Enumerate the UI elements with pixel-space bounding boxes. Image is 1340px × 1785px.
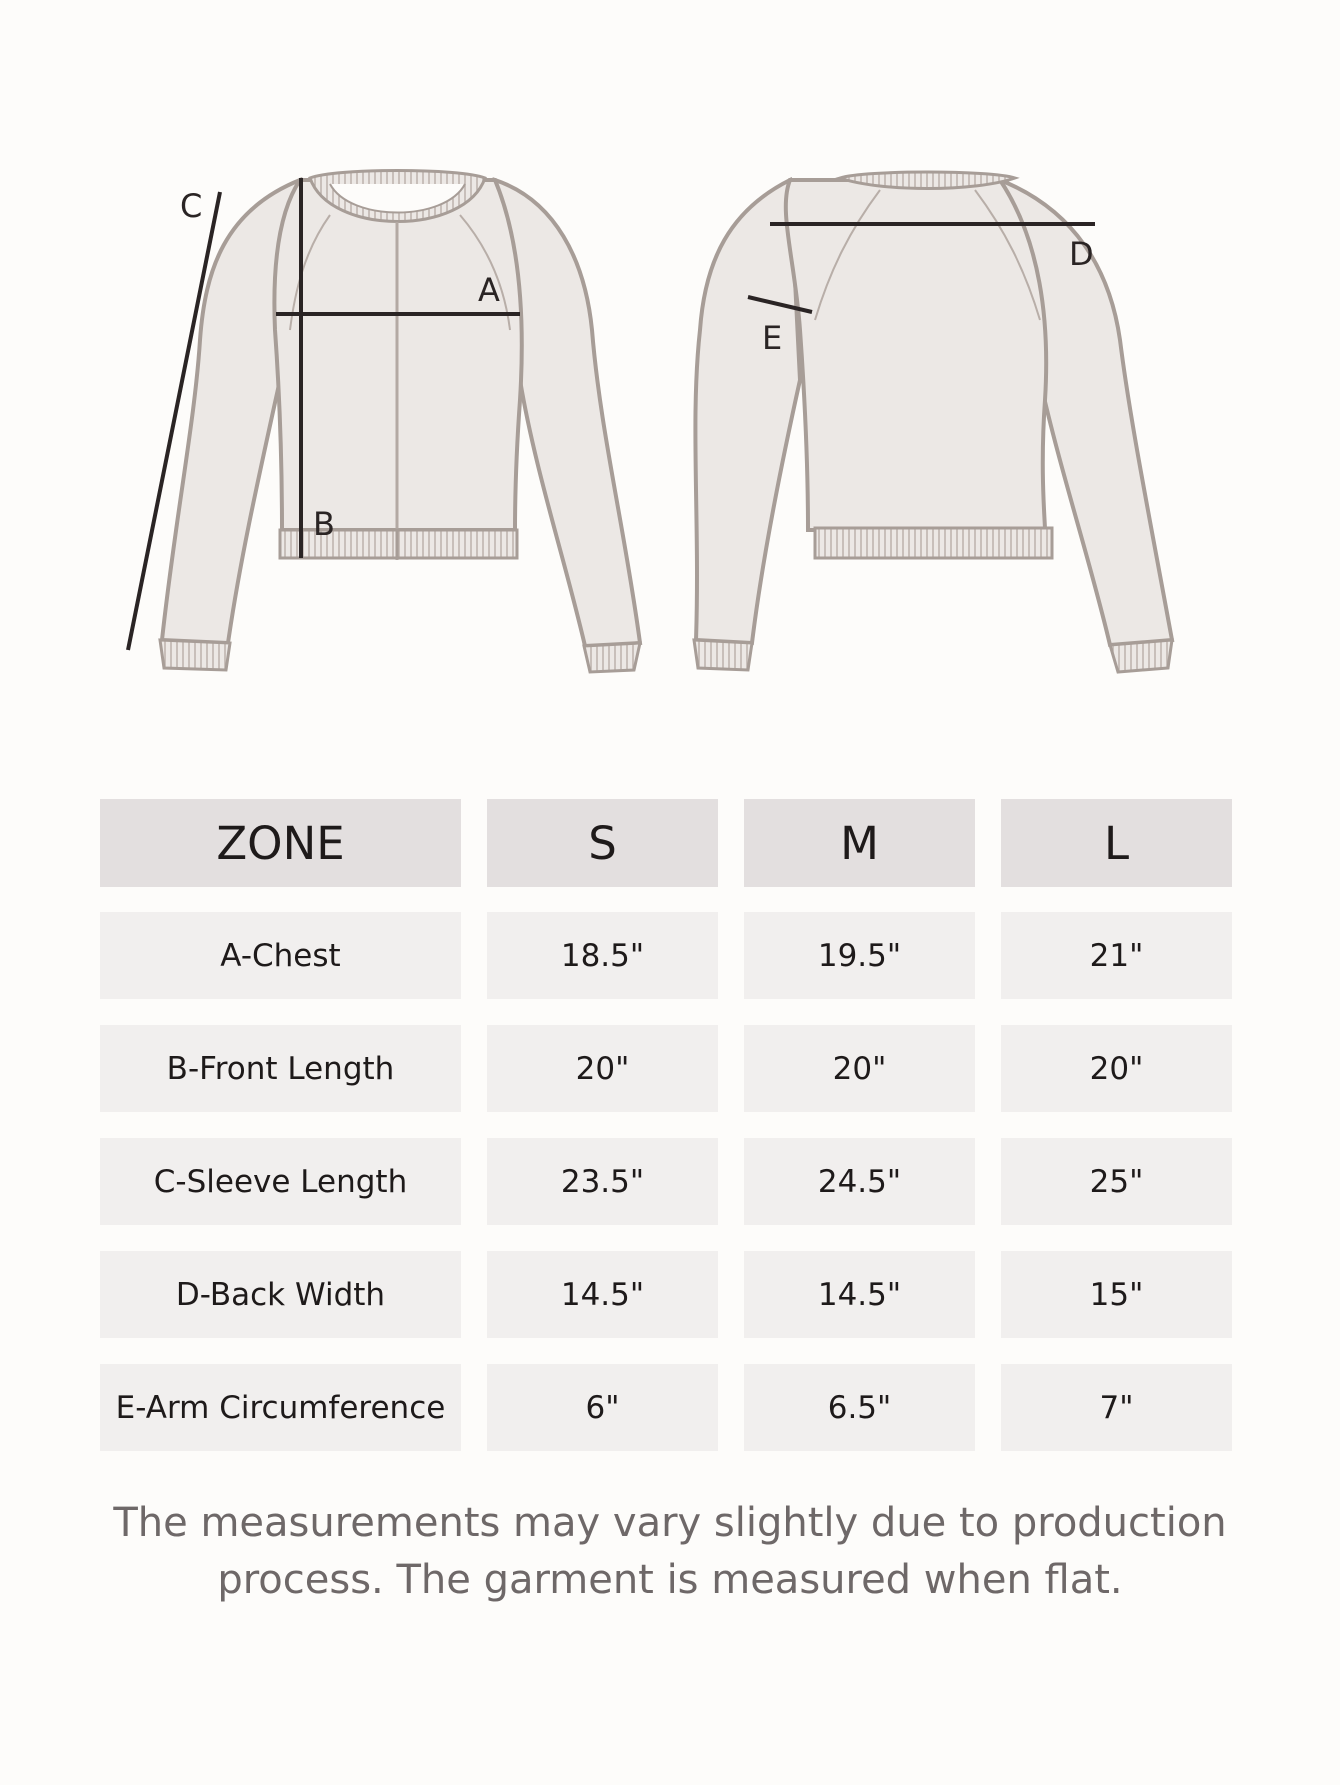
table-cell: 25" xyxy=(1001,1138,1232,1225)
note-line-2: process. The garment is measured when flat. xyxy=(217,1557,1123,1603)
table-cell: 20" xyxy=(1001,1025,1232,1112)
table-cell: 19.5" xyxy=(744,912,975,999)
garment-illustration xyxy=(0,0,1340,760)
table-cell: 24.5" xyxy=(744,1138,975,1225)
table-cell: 20" xyxy=(744,1025,975,1112)
table-cell: 7" xyxy=(1001,1364,1232,1451)
header-size-m: M xyxy=(744,799,975,887)
marker-e: E xyxy=(762,319,783,357)
marker-b: B xyxy=(313,505,335,543)
marker-d: D xyxy=(1069,235,1094,273)
back-view xyxy=(694,172,1172,672)
table-cell: 15" xyxy=(1001,1251,1232,1338)
back-body xyxy=(786,180,1046,530)
marker-a: A xyxy=(478,271,500,309)
back-left-cuff xyxy=(694,640,752,670)
table-row-label: E-Arm Circumference xyxy=(100,1364,461,1451)
table-cell: 6" xyxy=(487,1364,718,1451)
note-line-1: The measurements may vary slightly due to production xyxy=(113,1500,1227,1546)
table-row-label: A-Chest xyxy=(100,912,461,999)
back-waistband xyxy=(815,528,1052,558)
table-cell: 18.5" xyxy=(487,912,718,999)
table-cell: 6.5" xyxy=(744,1364,975,1451)
header-size-l: L xyxy=(1001,799,1232,887)
measurement-note xyxy=(0,1495,1340,1609)
back-right-cuff xyxy=(1110,640,1172,672)
table-cell: 14.5" xyxy=(487,1251,718,1338)
table-row-label: C-Sleeve Length xyxy=(100,1138,461,1225)
front-view xyxy=(160,171,640,673)
header-zone: ZONE xyxy=(100,799,461,887)
table-row-label: D-Back Width xyxy=(100,1251,461,1338)
table-cell: 20" xyxy=(487,1025,718,1112)
marker-c: C xyxy=(180,187,203,225)
front-left-cuff xyxy=(160,640,230,670)
table-cell: 21" xyxy=(1001,912,1232,999)
table-cell: 14.5" xyxy=(744,1251,975,1338)
table-row-label: B-Front Length xyxy=(100,1025,461,1112)
back-left-sleeve xyxy=(695,180,800,643)
header-size-s: S xyxy=(487,799,718,887)
table-cell: 23.5" xyxy=(487,1138,718,1225)
front-right-cuff xyxy=(584,643,640,672)
